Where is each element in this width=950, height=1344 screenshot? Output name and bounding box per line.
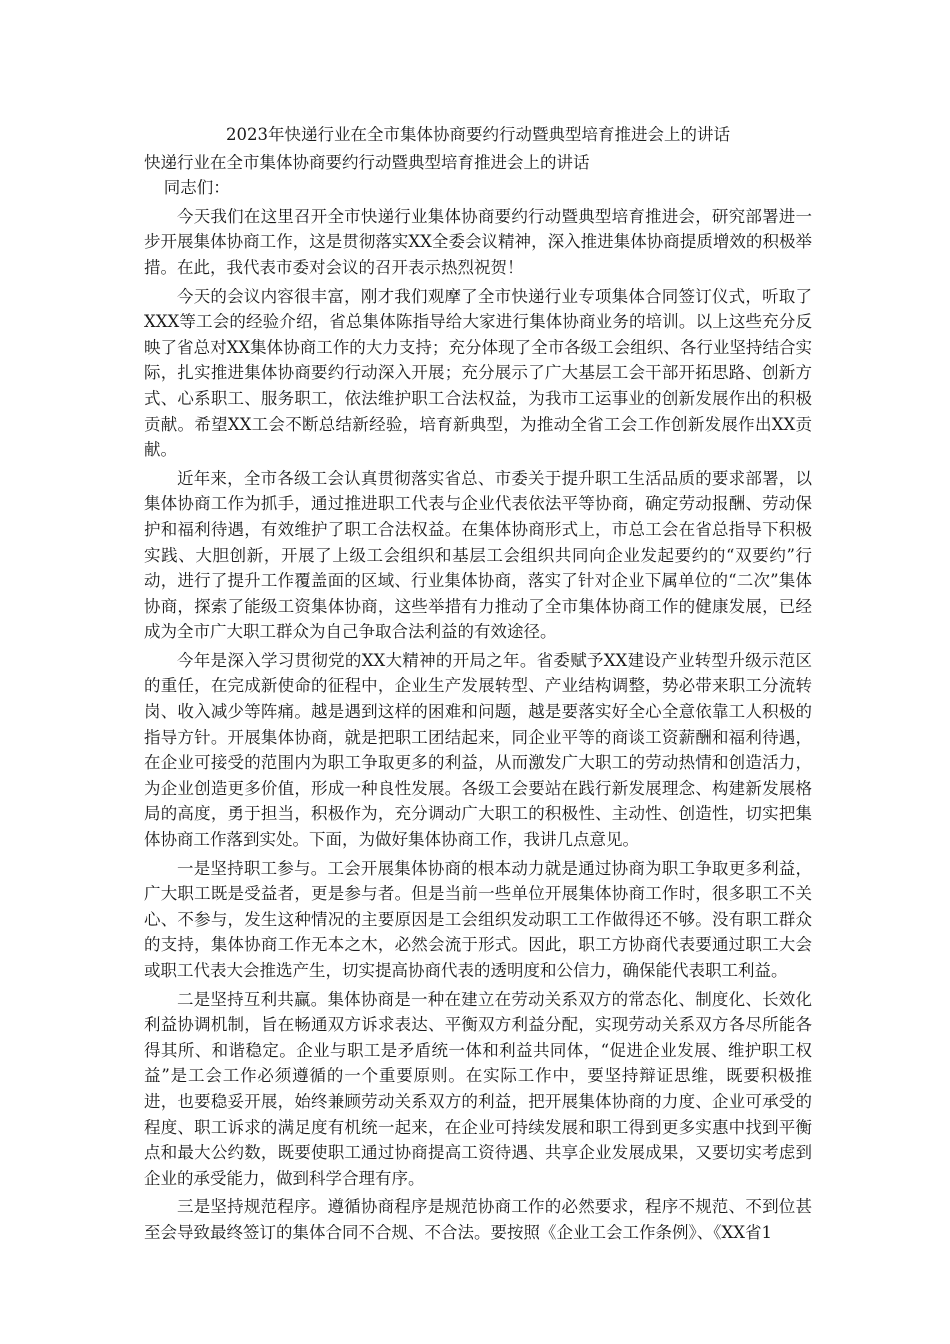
paragraph-recent-years: 近年来，全市各级工会认真贯彻落实省总、市委关于提升职工生活品质的要求部署，以集体协商工作为抓手，通过推进职工代表与企业代表依法平等协商，确定劳动报酬、劳动保护和福利待遇，有效维护了职工合法权益。在集体协商形式上，市总工会在省总指导下积极实践、大胆创新，开展了上级工会组织和基层工会组织共同向企业发起要约的“双要约”行动，进行了提升工作覆盖面的区域、行业集体协商，落实了针对企业下属单位的“二次”集体协商，探索了能级工资集体协商，这些举措有力推动了全市集体协商工作的健康发展，已经成为全市广大职工群众为自己争取合法利益的有效途径。 [144, 468, 812, 642]
paragraph-point-two: 二是坚持互利共赢。集体协商是一种在建立在劳动关系双方的常态化、制度化、长效化利益协调机制，旨在畅通双方诉求表达、平衡双方利益分配，实现劳动关系双方各尽所能各得其所、和谐稳定。企业与职工是矛盾统一体和利益共同体，“促进企业发展、维护职工权益”是工会工作必须遵循的一个重要原则。在实际工作中，要坚持辩证思维，既要积极推进，也要稳妥开展，始终兼顾劳动关系双方的利益，把开展集体协商的力度、企业可承受的程度、职工诉求的满足度有机统一起来，在企业可持续发展和职工得到更多实惠中找到平衡点和最大公约数，既要使职工通过协商提高工资待遇、共享企业发展成果，又要切实考虑到企业的承受能力，做到科学合理有序。 [144, 989, 812, 1188]
document-page [144, 122, 812, 1249]
document-subtitle: 快递行业在全市集体协商要约行动暨典型培育推进会上的讲话 [144, 152, 590, 172]
paragraph-point-one: 一是坚持职工参与。工会开展集体协商的根本动力就是通过协商为职工争取更多利益，广大职工既是受益者，更是参与者。但是当前一些单位开展集体协商工作时，很多职工不关心、不参与，发生这种情况的主要原因是工会组织发动职工工作做得还不够。没有职工群众的支持，集体协商工作无本之木，必然会流于形式。因此，职工方协商代表要通过职工大会或职工代表大会推选产生，切实提高协商代表的透明度和公信力，确保能代表职工利益。 [144, 858, 812, 980]
paragraph-point-three: 三是坚持规范程序。遵循协商程序是规范协商工作的必然要求，程序不规范、不到位甚至会导致最终签订的集体合同不合规、不合法。要按照《企业工会工作条例》、《XX省1 [144, 1197, 812, 1242]
paragraph-this-year: 今年是深入学习贯彻党的XX大精神的开局之年。省委赋予XX建设产业转型升级示范区的重任，在完成新使命的征程中，企业生产发展转型、产业结构调整，势必带来职工分流转岗、收入减少等阵痛。越是遇到这样的困难和问题，越是要落实好全心全意依靠工人积极的指导方针。开展集体协商，就是把职工团结起来，同企业平等的商谈工资薪酬和福利待遇，在企业可接受的范围内为职工争取更多的利益，从而激发广大职工的劳动热情和创造活力，为企业创造更多价值，形成一种良性发展。各级工会要站在践行新发展理念、构建新发展格局的高度，勇于担当，积极作为，充分调动广大职工的积极性、主动性、创造性，切实把集体协商工作落到实处。下面，为做好集体协商工作，我讲几点意见。 [144, 650, 812, 850]
greeting: 同志们： [163, 178, 230, 198]
document-title: 2023年快递行业在全市集体协商要约行动暨典型培育推进会上的讲话 [226, 125, 730, 144]
paragraph-meeting-content: 今天的会议内容很丰富，刚才我们观摩了全市快递行业专项集体合同签订仪式，听取了XXX等工会的经验介绍，省总集体陈指导给大家进行集体协商业务的培训。以上这些充分反映了省总对XX集体协商工作的大力支持；充分体现了全市各级工会组织、各行业坚持结合实际，扎实推进集体协商要约行动深入开展；充分展示了广大基层工会干部开拓思路、创新方式、心系职工、服务职工，依法维护职工合法权益，为我市工运事业的创新发展作出的积极贡献。希望XX工会不断总结新经验，培育新典型，为推动全省工会工作创新发展作出XX贡献。 [144, 286, 812, 460]
paragraph-opening: 今天我们在这里召开全市快递行业集体协商要约行动暨典型培育推进会，研究部署进一步开展集体协商工作，这是贯彻落实XX全委会议精神，深入推进集体协商提质增效的积极举措。在此，我代表市委对会议的召开表示热烈祝贺！ [144, 206, 812, 277]
